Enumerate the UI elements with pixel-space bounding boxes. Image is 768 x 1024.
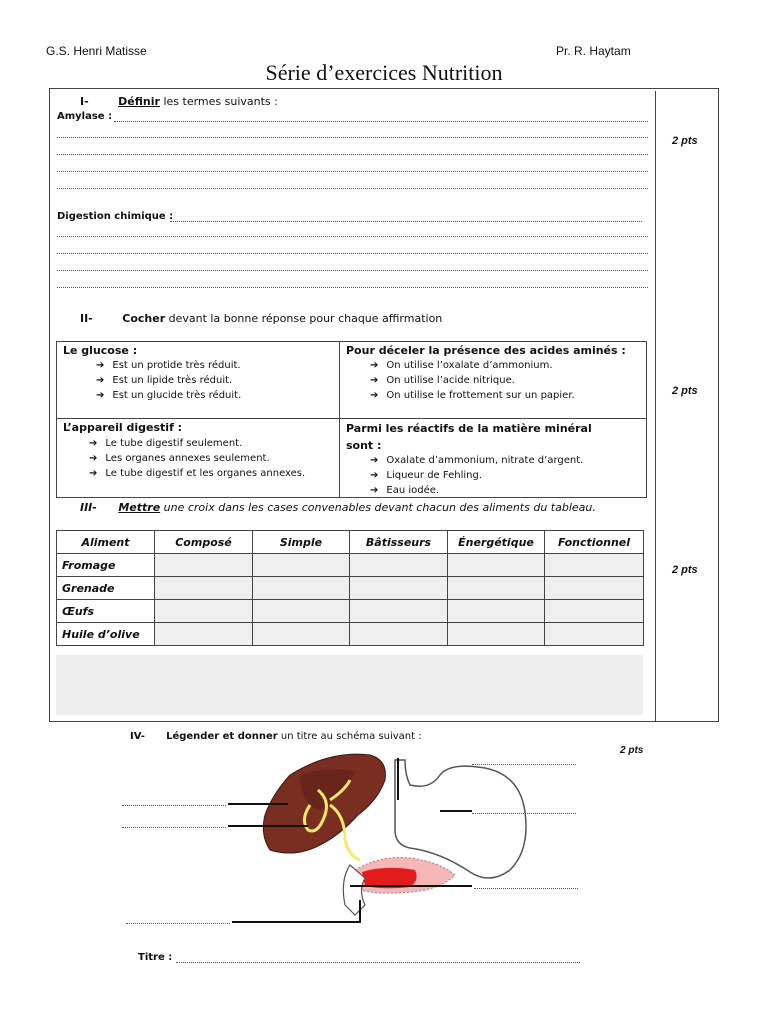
arrow-icon: ➔ — [370, 485, 379, 496]
arrow-icon: ➔ — [96, 390, 105, 401]
mcq-q4-heading-cont: sont : — [346, 439, 382, 452]
food-name: Œufs — [57, 600, 155, 623]
label-answer-line[interactable] — [472, 764, 576, 765]
title-answer-line[interactable] — [176, 962, 580, 963]
teacher-name: Pr. R. Haytam — [556, 44, 631, 58]
arrow-icon: ➔ — [370, 470, 379, 481]
section-2-instruction: devant la bonne réponse pour chaque affirmation — [165, 312, 443, 325]
mcq-option[interactable]: ➔ Est un glucide très réduit. — [96, 390, 242, 401]
section-1-number: I- — [80, 95, 89, 108]
mcq-option[interactable]: ➔ Est un lipide très réduit. — [96, 375, 233, 386]
column-header: Énergétique — [448, 531, 545, 554]
section-3-verb: Mettre — [118, 501, 161, 514]
section-4-verb: Légender et donner — [166, 731, 278, 742]
section-4-instruction: un titre au schéma suivant : — [277, 731, 422, 742]
section-1-points: 2 pts — [672, 135, 698, 147]
page-title: Série d’exercices Nutrition — [265, 60, 503, 85]
mcq-option[interactable]: ➔ Les organes annexes seulement. — [89, 453, 270, 464]
food-name: Huile d’olive — [57, 623, 155, 646]
arrow-icon: ➔ — [370, 375, 379, 386]
section-2-verb: Cocher — [122, 312, 166, 325]
section-1-verb: Définir — [118, 95, 160, 108]
label-answer-line[interactable] — [122, 827, 226, 828]
mcq-option[interactable]: ➔ Oxalate d’ammonium, nitrate d’argent. — [370, 455, 584, 466]
section-2-points: 2 pts — [672, 385, 698, 397]
arrow-icon: ➔ — [89, 468, 98, 479]
label-answer-line[interactable] — [126, 923, 230, 924]
mcq-option[interactable]: ➔ Le tube digestif seulement. — [89, 438, 243, 449]
mcq-q4-heading: Parmi les réactifs de la matière minéral — [346, 422, 592, 435]
mcq-q2-heading: Pour déceler la présence des acides aminés : — [346, 344, 626, 357]
mcq-option[interactable]: ➔ Liqueur de Fehling. — [370, 470, 483, 481]
section-3-number: III- — [80, 501, 97, 514]
arrow-icon: ➔ — [89, 438, 98, 449]
term-digestion-chimique: Digestion chimique : — [57, 211, 174, 222]
mcq-option[interactable]: ➔ On utilise l’acide nitrique. — [370, 375, 515, 386]
arrow-icon: ➔ — [370, 360, 379, 371]
mcq-option[interactable]: ➔ Eau iodée. — [370, 485, 440, 496]
section-4-points: 2 pts — [620, 745, 644, 756]
label-answer-line[interactable] — [122, 805, 226, 806]
label-arrow — [232, 900, 360, 922]
mcq-q1-heading: Le glucose : — [63, 344, 138, 357]
arrow-icon: ➔ — [370, 390, 379, 401]
school-name: G.S. Henri Matisse — [46, 44, 147, 58]
section-2-number: II- — [80, 312, 93, 325]
section-1-instruction: les termes suivants : — [159, 95, 278, 108]
mcq-option[interactable]: ➔ Le tube digestif et les organes annexes. — [89, 468, 306, 479]
label-answer-line[interactable] — [472, 813, 576, 814]
section-3-instruction: une croix dans les cases convenables devant chacun des aliments du tableau. — [160, 501, 596, 514]
label-answer-line[interactable] — [474, 888, 578, 889]
column-header: Fonctionnel — [545, 531, 644, 554]
mcq-option[interactable]: ➔ On utilise l’oxalate d’ammonium. — [370, 360, 553, 371]
mcq-q3-heading: L’appareil digestif : — [63, 421, 183, 434]
term-amylase: Amylase : — [57, 111, 113, 122]
arrow-icon: ➔ — [96, 375, 105, 386]
arrow-icon: ➔ — [96, 360, 105, 371]
column-header: Composé — [155, 531, 253, 554]
section-3-points: 2 pts — [672, 564, 698, 576]
arrow-icon: ➔ — [89, 453, 98, 464]
food-name: Fromage — [57, 554, 155, 577]
section-4-number: IV- — [130, 731, 145, 742]
column-header: Aliment — [57, 531, 155, 554]
column-header: Bâtisseurs — [350, 531, 448, 554]
arrow-icon: ➔ — [370, 455, 379, 466]
mcq-option[interactable]: ➔ Est un protide très réduit. — [96, 360, 241, 371]
title-label: Titre : — [138, 952, 173, 963]
mcq-option[interactable]: ➔ On utilise le frottement sur un papier. — [370, 390, 575, 401]
food-name: Grenade — [57, 577, 155, 600]
column-header: Simple — [253, 531, 350, 554]
